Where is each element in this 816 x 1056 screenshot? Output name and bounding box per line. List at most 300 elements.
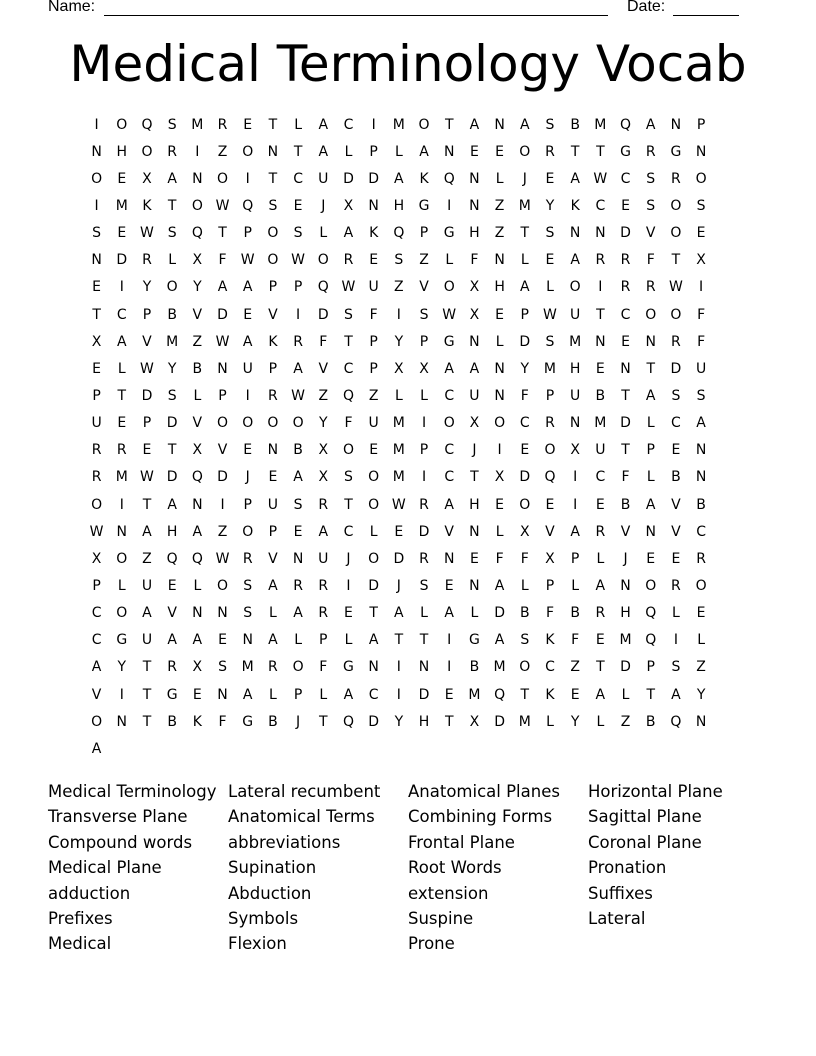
word-list-item: Medical [48, 934, 112, 954]
grid-cell: P [268, 523, 278, 540]
grid-cell: T [520, 225, 530, 242]
grid-cell: W [341, 279, 356, 296]
grid-cell: I [245, 387, 250, 404]
grid-cell: O [670, 225, 682, 242]
grid-cell: V [192, 415, 203, 432]
grid-cell: N [645, 333, 656, 350]
grid-cell: H [418, 713, 430, 730]
grid-cell: J [396, 577, 401, 594]
grid-cell: B [645, 713, 656, 730]
date-blank-line [673, 15, 739, 16]
grid-cell: L [646, 469, 655, 486]
name-label: Name: [48, 0, 96, 15]
grid-cell: O [217, 170, 229, 187]
grid-cell: X [192, 442, 203, 459]
grid-cell: R [293, 577, 303, 594]
grid-cell: C [671, 415, 681, 432]
grid-cell: Q [191, 469, 203, 486]
grid-cell: U [695, 360, 707, 377]
word-list-item: Sagittal Plane [588, 807, 702, 827]
grid-cell: C [620, 306, 631, 323]
name-blank-line [104, 15, 608, 16]
grid-cell: X [570, 442, 580, 459]
grid-cell: N [695, 143, 707, 160]
grid-cell: O [443, 279, 455, 296]
grid-cell: E [192, 686, 202, 703]
grid-cell: L [344, 143, 353, 160]
grid-cell: W [215, 197, 230, 214]
grid-cell: E [671, 550, 681, 567]
grid-cell: N [695, 442, 707, 459]
grid-cell: E [142, 442, 152, 459]
grid-cell: C [444, 387, 455, 404]
grid-cell: T [319, 713, 328, 730]
grid-cell: R [167, 659, 178, 676]
grid-cell: Q [141, 116, 153, 133]
grid-cell: D [217, 306, 228, 323]
grid-cell: N [494, 387, 505, 404]
grid-cell: T [218, 225, 227, 242]
grid-cell: Y [520, 360, 530, 377]
grid-cell: V [268, 550, 278, 567]
grid-cell: A [419, 143, 429, 160]
grid-cell: E [621, 197, 630, 214]
grid-cell: F [369, 306, 378, 323]
grid-cell: P [419, 333, 429, 350]
grid-cell: A [469, 360, 480, 377]
grid-cell: H [469, 496, 480, 513]
grid-cell: I [346, 577, 351, 594]
grid-cell: A [570, 170, 580, 187]
word-list-item: Compound words [48, 832, 193, 852]
grid-cell: L [168, 252, 177, 269]
grid-cell: E [545, 252, 555, 269]
grid-cell: Q [393, 225, 405, 242]
grid-cell: K [192, 713, 202, 730]
grid-cell: C [343, 360, 354, 377]
grid-cell: O [645, 577, 657, 594]
grid-cell: N [494, 252, 505, 269]
grid-cell: R [671, 170, 681, 187]
grid-cell: U [318, 550, 329, 567]
grid-cell: Z [318, 387, 329, 404]
grid-cell: O [368, 469, 380, 486]
grid-cell: Q [191, 225, 203, 242]
grid-cell: X [469, 306, 480, 323]
grid-cell: F [520, 550, 529, 567]
grid-cell: R [318, 577, 329, 594]
grid-cell: F [697, 333, 706, 350]
grid-cell: A [91, 740, 102, 757]
grid-cell: D [393, 550, 405, 567]
grid-cell: Y [696, 686, 706, 703]
grid-cell: N [569, 225, 581, 242]
grid-cell: I [396, 306, 401, 323]
grid-cell: A [167, 496, 177, 513]
grid-cell: S [344, 469, 353, 486]
grid-cell: L [117, 577, 126, 594]
grid-cell: X [192, 252, 203, 269]
word-list-item: Suffixes [588, 883, 653, 903]
grid-cell: A [142, 605, 152, 622]
grid-cell: X [696, 252, 706, 269]
grid-cell: E [369, 252, 379, 269]
grid-cell: O [519, 659, 531, 676]
grid-cell: H [166, 523, 178, 540]
grid-cell: I [296, 306, 301, 323]
grid-cell: L [445, 252, 454, 269]
grid-cell: N [569, 415, 581, 432]
word-list-item: Frontal Plane [408, 832, 515, 852]
grid-cell: L [420, 387, 428, 404]
grid-cell: S [671, 659, 681, 676]
grid-cell: D [166, 415, 178, 432]
grid-cell: R [595, 605, 606, 622]
grid-cell: K [419, 170, 429, 187]
grid-cell: I [421, 415, 427, 432]
grid-cell: U [242, 360, 253, 377]
grid-cell: E [117, 170, 127, 187]
grid-cell: K [268, 333, 278, 350]
grid-cell: G [343, 659, 354, 676]
grid-cell: Y [545, 197, 555, 214]
grid-cell: M [392, 442, 405, 459]
grid-cell: A [368, 632, 379, 649]
grid-cell: O [191, 197, 203, 214]
grid-cell: P [570, 550, 580, 567]
grid-cell: T [142, 496, 152, 513]
grid-cell: G [418, 197, 430, 214]
grid-cell: I [699, 279, 704, 296]
grid-cell: N [494, 360, 505, 377]
grid-cell: O [116, 116, 128, 133]
grid-cell: T [596, 143, 605, 160]
grid-cell: T [167, 442, 177, 459]
grid-cell: P [142, 415, 152, 432]
grid-cell: X [91, 333, 102, 350]
grid-cell: T [142, 659, 152, 676]
grid-cell: M [493, 659, 506, 676]
grid-cell: E [671, 442, 681, 459]
grid-cell: K [545, 686, 555, 703]
grid-cell: C [91, 632, 102, 649]
word-list-item: Lateral [588, 908, 646, 928]
grid-cell: E [621, 333, 630, 350]
word-list-item: Flexion [228, 934, 287, 954]
grid-cell: B [519, 605, 530, 622]
grid-cell: W [140, 360, 154, 377]
grid-cell: O [292, 415, 304, 432]
grid-cell: O [494, 415, 506, 432]
grid-cell: D [519, 469, 531, 486]
grid-cell: Q [645, 632, 657, 649]
grid-cell: R [167, 143, 178, 160]
grid-cell: M [619, 632, 632, 649]
grid-cell: H [393, 197, 405, 214]
grid-cell: P [369, 333, 378, 350]
grid-cell: E [243, 442, 253, 459]
grid-cell: B [570, 116, 580, 133]
grid-cell: D [166, 469, 178, 486]
grid-cell: F [520, 387, 529, 404]
grid-cell: J [346, 550, 351, 567]
grid-cell: L [294, 116, 302, 133]
grid-cell: D [418, 523, 430, 540]
grid-cell: D [343, 170, 354, 187]
grid-cell: U [570, 306, 581, 323]
grid-cell: G [166, 686, 178, 703]
grid-cell: I [119, 686, 124, 703]
grid-cell: W [89, 523, 104, 540]
grid-cell: N [469, 523, 480, 540]
grid-cell: F [646, 252, 655, 269]
grid-cell: A [343, 225, 354, 242]
grid-cell: T [344, 496, 353, 513]
grid-cell: M [392, 116, 405, 133]
grid-cell: O [670, 306, 682, 323]
grid-cell: T [646, 686, 655, 703]
grid-cell: B [595, 387, 606, 404]
grid-cell: C [444, 442, 455, 459]
grid-cell: M [594, 415, 607, 432]
grid-cell: S [243, 577, 253, 594]
grid-cell: D [317, 306, 329, 323]
grid-cell: S [167, 225, 177, 242]
grid-cell: N [494, 116, 505, 133]
grid-cell: A [570, 252, 580, 269]
grid-cell: Y [167, 360, 177, 377]
grid-cell: X [142, 170, 152, 187]
grid-cell: O [217, 415, 229, 432]
grid-cell: A [671, 686, 681, 703]
grid-cell: D [620, 415, 631, 432]
word-list-item: Transverse Plane [48, 807, 188, 827]
grid-cell: F [218, 252, 227, 269]
grid-cell: P [646, 659, 655, 676]
grid-cell: P [218, 387, 227, 404]
grid-cell: U [368, 415, 379, 432]
grid-cell: R [696, 550, 706, 567]
grid-cell: W [668, 279, 683, 296]
grid-cell: E [444, 577, 454, 594]
grid-cell: N [116, 713, 128, 730]
grid-cell: M [518, 197, 531, 214]
grid-cell: L [294, 632, 302, 649]
grid-cell: S [344, 306, 353, 323]
grid-cell: A [91, 659, 102, 676]
word-list-item: Coronal Plane [588, 832, 702, 852]
grid-cell: L [269, 686, 277, 703]
grid-cell: E [520, 442, 530, 459]
grid-cell: S [293, 225, 303, 242]
grid-cell: A [116, 333, 127, 350]
grid-cell: R [91, 469, 102, 486]
grid-cell: Q [317, 279, 329, 296]
grid-cell: A [444, 605, 454, 622]
grid-cell: M [115, 469, 128, 486]
grid-cell: P [243, 225, 252, 242]
grid-cell: O [292, 659, 304, 676]
grid-cell: W [240, 252, 255, 269]
word-search-grid [84, 111, 714, 762]
grid-cell: P [268, 279, 278, 296]
grid-cell: T [92, 306, 101, 323]
grid-cell: C [595, 197, 606, 214]
grid-cell: O [569, 279, 581, 296]
grid-cell: V [419, 279, 429, 296]
grid-cell: R [116, 442, 127, 459]
grid-cell: I [245, 170, 250, 187]
grid-cell: D [368, 713, 380, 730]
grid-cell: T [621, 387, 630, 404]
grid-cell: E [696, 225, 706, 242]
grid-cell: Q [342, 387, 354, 404]
grid-cell: O [116, 605, 128, 622]
grid-cell: C [368, 686, 379, 703]
grid-cell: R [645, 279, 656, 296]
grid-cell: L [495, 523, 504, 540]
grid-cell: O [695, 170, 707, 187]
grid-cell: S [218, 659, 227, 676]
grid-cell: N [192, 496, 203, 513]
grid-cell: A [645, 387, 656, 404]
grid-cell: A [519, 116, 530, 133]
grid-cell: I [497, 442, 502, 459]
grid-cell: K [570, 197, 580, 214]
grid-cell: M [543, 360, 557, 377]
grid-cell: W [442, 306, 457, 323]
grid-cell: A [343, 686, 354, 703]
grid-cell: P [268, 360, 278, 377]
grid-cell: R [671, 577, 681, 594]
grid-cell: I [195, 143, 200, 160]
grid-cell: O [368, 496, 380, 513]
grid-cell: I [447, 659, 452, 676]
grid-cell: L [470, 605, 479, 622]
grid-cell: T [142, 686, 152, 703]
grid-cell: L [319, 225, 328, 242]
grid-cell: A [167, 170, 177, 187]
grid-cell: J [623, 550, 628, 567]
grid-cell: U [141, 632, 153, 649]
grid-cell: O [267, 252, 279, 269]
grid-cell: E [117, 415, 127, 432]
grid-cell: E [92, 360, 102, 377]
grid-cell: R [671, 333, 681, 350]
grid-cell: A [192, 632, 203, 649]
grid-cell: Y [319, 415, 328, 432]
grid-cell: A [293, 360, 303, 377]
grid-cell: R [419, 496, 429, 513]
grid-cell: O [342, 442, 354, 459]
word-list-item: Symbols [228, 908, 299, 928]
grid-cell: Q [494, 686, 506, 703]
grid-cell: W [215, 550, 230, 567]
grid-cell: R [242, 550, 253, 567]
grid-cell: U [595, 442, 606, 459]
grid-cell: E [117, 225, 127, 242]
grid-cell: M [392, 415, 405, 432]
grid-cell: T [596, 659, 605, 676]
grid-cell: M [569, 333, 582, 350]
grid-cell: A [293, 605, 303, 622]
grid-cell: N [91, 143, 102, 160]
grid-cell: N [116, 523, 128, 540]
grid-cell: A [469, 116, 480, 133]
grid-cell: G [468, 632, 480, 649]
grid-cell: S [243, 605, 253, 622]
grid-cell: L [596, 713, 605, 730]
grid-cell: L [495, 333, 504, 350]
grid-cell: N [595, 225, 606, 242]
grid-cell: S [167, 116, 177, 133]
grid-cell: L [621, 686, 630, 703]
grid-cell: X [469, 279, 480, 296]
grid-cell: O [418, 116, 430, 133]
grid-cell: A [494, 577, 505, 594]
grid-cell: V [620, 523, 631, 540]
grid-cell: R [343, 252, 354, 269]
grid-cell: L [394, 143, 403, 160]
grid-cell: Z [217, 143, 228, 160]
grid-cell: X [469, 415, 480, 432]
grid-cell: S [419, 577, 429, 594]
grid-cell: W [140, 469, 154, 486]
grid-cell: B [167, 713, 177, 730]
grid-cell: R [293, 333, 303, 350]
grid-cell: N [267, 143, 279, 160]
grid-cell: C [696, 523, 706, 540]
grid-cell: D [368, 577, 380, 594]
grid-cell: E [495, 143, 505, 160]
grid-cell: R [545, 415, 555, 432]
grid-cell: W [140, 225, 154, 242]
word-list-item: Medical Terminology [48, 782, 217, 801]
grid-cell: S [646, 170, 656, 187]
word-list-item: Abduction [228, 883, 312, 903]
grid-cell: U [469, 387, 480, 404]
grid-cell: T [344, 333, 353, 350]
grid-cell: E [167, 577, 177, 594]
grid-cell: C [620, 170, 631, 187]
grid-cell: X [545, 550, 555, 567]
grid-cell: U [368, 279, 379, 296]
grid-cell: A [645, 496, 656, 513]
grid-cell: V [217, 442, 228, 459]
grid-cell: T [621, 442, 630, 459]
grid-cell: N [595, 333, 606, 350]
grid-cell: B [167, 306, 177, 323]
grid-cell: C [545, 659, 555, 676]
grid-cell: R [142, 252, 152, 269]
grid-cell: B [696, 496, 706, 513]
grid-cell: L [672, 605, 680, 622]
grid-cell: N [670, 116, 682, 133]
grid-cell: O [443, 415, 455, 432]
grid-cell: Z [192, 333, 203, 350]
grid-cell: E [344, 605, 353, 622]
grid-cell: I [119, 496, 124, 513]
grid-cell: I [94, 197, 99, 214]
grid-cell: P [545, 387, 555, 404]
date-label: Date: [627, 0, 666, 15]
grid-cell: Y [394, 713, 404, 730]
word-list-item: Pronation [588, 858, 667, 878]
grid-cell: S [545, 225, 555, 242]
grid-cell: R [645, 143, 656, 160]
grid-cell: W [291, 387, 306, 404]
grid-cell: V [671, 523, 681, 540]
